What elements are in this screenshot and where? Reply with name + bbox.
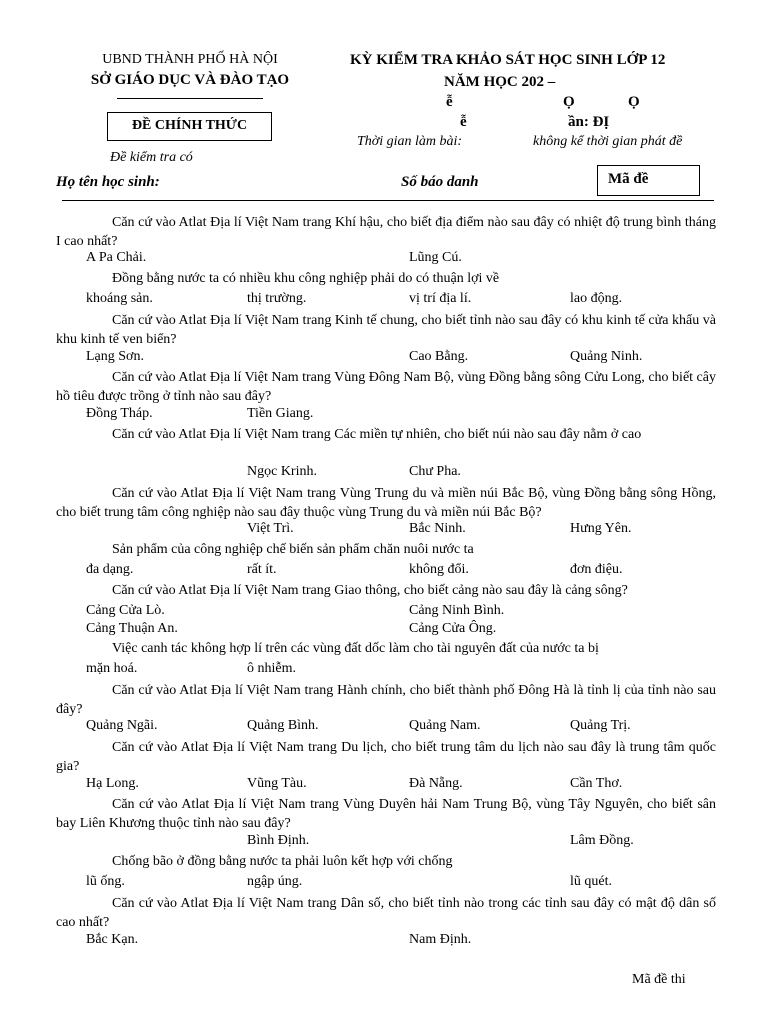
answer-option: Vũng Tàu. bbox=[247, 776, 307, 791]
answer-option: Cảng Thuận An. bbox=[86, 621, 178, 636]
question-text: Căn cứ vào Atlat Địa lí Việt Nam trang Kinh tế chung, cho biết tỉnh nào sau đây có khu kinh tế cửa khẩu và khu kinh tế ven biển? bbox=[56, 313, 716, 347]
answer-option: Nam Định. bbox=[409, 932, 472, 947]
footer-exam-code: Mã đề thi bbox=[632, 972, 686, 987]
question-text: Căn cứ vào Atlat Địa lí Việt Nam trang Các miền tự nhiên, cho biết núi nào sau đây nằm ở cao bbox=[112, 427, 642, 442]
answer-option: đơn điệu. bbox=[570, 562, 623, 577]
answer-option: Hạ Long. bbox=[86, 776, 139, 791]
answer-option: thị trường. bbox=[247, 291, 307, 306]
answer-option: Cảng Cửa Lò. bbox=[86, 603, 165, 618]
official-label: ĐỀ CHÍNH THỨC bbox=[131, 118, 248, 133]
header-fragment: Ọ bbox=[628, 94, 640, 110]
answer-option: Ngọc Krinh. bbox=[247, 464, 317, 479]
answer-option: Chư Pha. bbox=[409, 464, 461, 479]
answer-option: Quảng Trị. bbox=[570, 718, 631, 733]
answer-option: lũ ống. bbox=[86, 874, 125, 889]
answer-option: rất ít. bbox=[247, 562, 277, 577]
answer-option: ngập úng. bbox=[247, 874, 303, 889]
answer-option: vị trí địa lí. bbox=[409, 291, 472, 306]
school-year: NĂM HỌC 202 – bbox=[444, 74, 556, 90]
answer-option: đa dạng. bbox=[86, 562, 134, 577]
answer-option: Cảng Ninh Bình. bbox=[409, 603, 505, 618]
question-text: Việc canh tác không hợp lí trên các vùng đất dốc làm cho tài nguyên đất của nước ta bị bbox=[112, 641, 599, 656]
header-fragment: ễ bbox=[446, 94, 453, 110]
answer-option: Lâm Đồng. bbox=[570, 833, 634, 848]
answer-option: ô nhiễm. bbox=[247, 661, 296, 676]
answer-option: Cảng Cửa Ông. bbox=[409, 621, 497, 636]
header-fragment: Ọ bbox=[563, 94, 575, 110]
student-name-label: Họ tên học sinh: bbox=[56, 174, 160, 190]
answer-option: không đổi. bbox=[409, 562, 469, 577]
pages-note: Đề kiểm tra có bbox=[110, 150, 193, 165]
question-text: Sản phẩm của công nghiệp chế biến sản phẩm chăn nuôi nước ta bbox=[112, 542, 474, 557]
question-text: Chống bão ở đồng bằng nước ta phải luôn kết hợp với chống bbox=[112, 854, 453, 869]
question-text: Đồng bằng nước ta có nhiều khu công nghiệp phải do có thuận lợi về bbox=[112, 271, 500, 286]
header-agency: UBND THÀNH PHỐ HÀ NỘI bbox=[102, 52, 278, 67]
answer-option: Cao Bằng. bbox=[409, 349, 469, 364]
answer-option: Bình Định. bbox=[247, 833, 310, 848]
answer-option: mặn hoá. bbox=[86, 661, 138, 676]
question-text: Căn cứ vào Atlat Địa lí Việt Nam trang Giao thông, cho biết cảng nào sau đây là cảng sông? bbox=[112, 583, 628, 598]
question-text: Căn cứ vào Atlat Địa lí Việt Nam trang Vùng Duyên hải Nam Trung Bộ, vùng Tây Nguyên, cho biết sân bay Liên Khương thuộc tỉnh nào sau đây? bbox=[56, 797, 716, 831]
answer-option: Đồng Tháp. bbox=[86, 406, 153, 421]
answer-option: Quảng Nam. bbox=[409, 718, 481, 733]
exam-code-label: Mã đề bbox=[608, 171, 649, 187]
answer-option: Lũng Cú. bbox=[409, 250, 462, 265]
time-label: Thời gian làm bài: bbox=[357, 134, 463, 149]
student-id-label: Số báo danh bbox=[401, 174, 479, 190]
answer-option: Lạng Sơn. bbox=[86, 349, 144, 364]
header-department: SỞ GIÁO DỤC VÀ ĐÀO TẠO bbox=[90, 72, 290, 88]
answer-option: Quảng Bình. bbox=[247, 718, 319, 733]
answer-option: lao động. bbox=[570, 291, 623, 306]
time-note: không kể thời gian phát đề bbox=[533, 134, 683, 149]
answer-option: Tiền Giang. bbox=[247, 406, 314, 421]
answer-option: Đà Nẵng. bbox=[409, 776, 463, 791]
answer-option: A Pa Chải. bbox=[86, 250, 147, 265]
header-underline bbox=[117, 98, 263, 99]
answer-option: Bắc Ninh. bbox=[409, 521, 466, 536]
answer-option: Cần Thơ. bbox=[570, 776, 623, 791]
answer-option: Quảng Ngãi. bbox=[86, 718, 158, 733]
question-text: Căn cứ vào Atlat Địa lí Việt Nam trang Vùng Đông Nam Bộ, vùng Đồng bằng sông Cửu Long, cho biết cây hồ tiêu được trồng ở tỉnh nào sau đây? bbox=[56, 370, 716, 404]
question-text: Căn cứ vào Atlat Địa lí Việt Nam trang Du lịch, cho biết trung tâm du lịch nào sau đây là trung tâm quốc gia? bbox=[56, 740, 716, 774]
question-text: Căn cứ vào Atlat Địa lí Việt Nam trang Khí hậu, cho biết địa điểm nào sau đây có nhiệt độ trung bình tháng I cao nhất? bbox=[56, 215, 716, 249]
exam-title: KỲ KIỂM TRA KHẢO SÁT HỌC SINH LỚP 12 bbox=[350, 52, 666, 68]
answer-option: Bắc Kạn. bbox=[86, 932, 139, 947]
answer-option: Việt Trì. bbox=[247, 521, 294, 536]
subject-label: ần: ĐỊ bbox=[568, 114, 610, 130]
question-text: Căn cứ vào Atlat Địa lí Việt Nam trang Dân số, cho biết tỉnh nào trong các tỉnh sau đây có mật độ dân số cao nhất? bbox=[56, 896, 716, 930]
answer-option: khoáng sản. bbox=[86, 291, 153, 306]
question-text: Căn cứ vào Atlat Địa lí Việt Nam trang Hành chính, cho biết thành phố Đông Hà là tỉnh lị của tỉnh nào sau đây? bbox=[56, 683, 716, 717]
question-text: Căn cứ vào Atlat Địa lí Việt Nam trang Vùng Trung du và miền núi Bắc Bộ, vùng Đồng bằng sông Hồng, cho biết trung tâm công nghiệp nào sau đây thuộc vùng Trung du và miền núi Bắc Bộ? bbox=[56, 486, 716, 520]
answer-option: Quảng Ninh. bbox=[570, 349, 643, 364]
answer-option: Hưng Yên. bbox=[570, 521, 632, 536]
answer-option: lũ quét. bbox=[570, 874, 612, 889]
header-fragment: ễ bbox=[460, 114, 467, 130]
header-separator bbox=[62, 200, 714, 201]
